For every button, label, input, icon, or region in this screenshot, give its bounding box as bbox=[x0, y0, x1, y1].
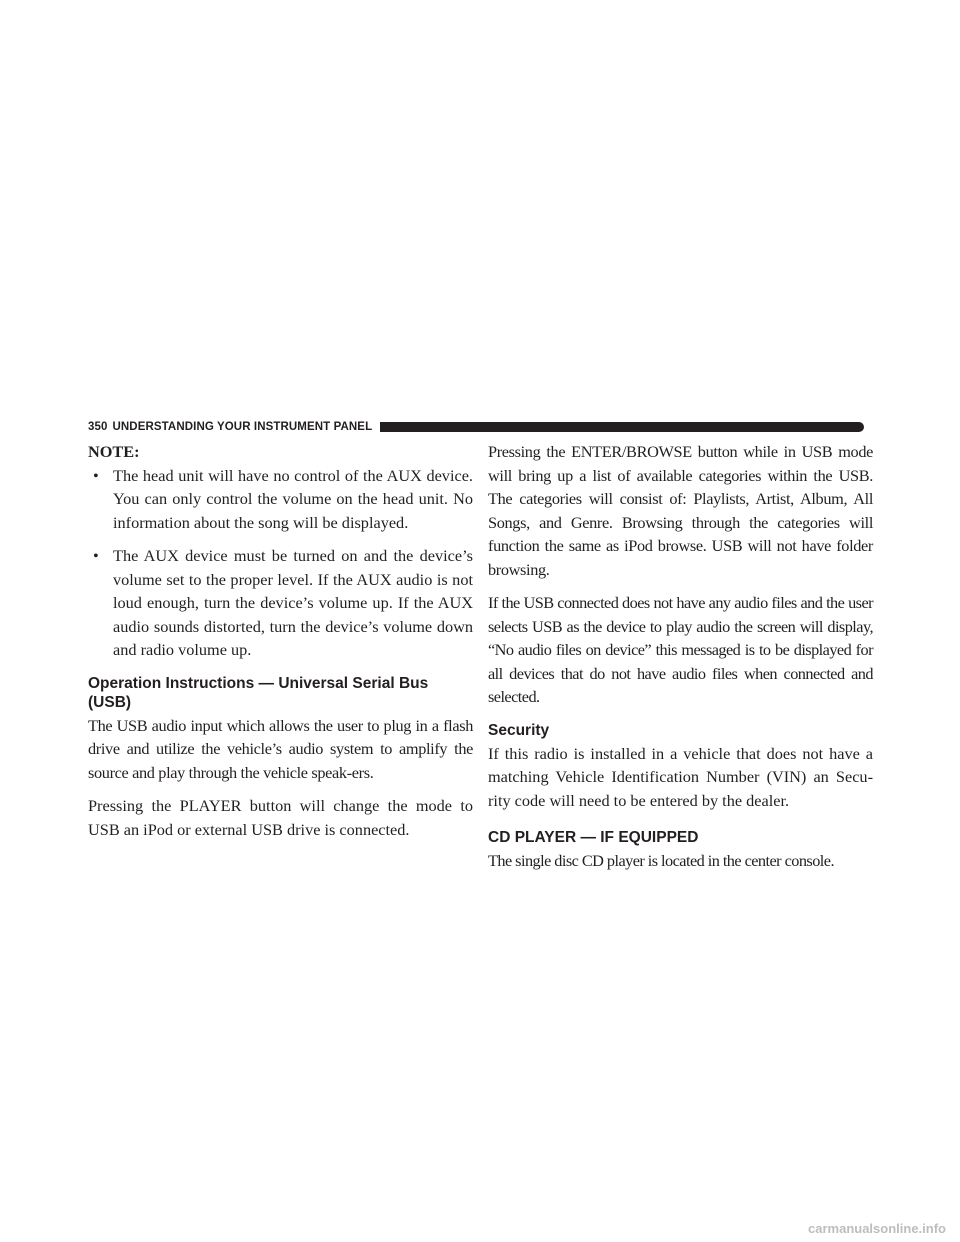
no-audio-paragraph: If the USB connected does not have any audio files and the user selects USB as the device to play audio the screen will display, “No audio files on device” this messaged is to be displayed for all devices that do not have audio files when connected and selected. bbox=[488, 593, 873, 706]
page-number: 350 bbox=[88, 421, 108, 433]
note-bullet-list bbox=[88, 464, 473, 662]
bullet-icon: • bbox=[93, 465, 99, 485]
cd-player-heading: CD PLAYER — IF EQUIPPED bbox=[488, 829, 699, 846]
header-rule bbox=[380, 422, 864, 432]
page-header bbox=[88, 418, 864, 436]
list-item bbox=[88, 544, 473, 662]
bullet-text: The AUX device must be turned on and the device’s volume set to the proper level. If the AUX audio is not loud enough, turn the device’s volume up. If the AUX audio sounds distorted, turn the device’s volume down and radio volume up. bbox=[113, 546, 473, 659]
bullet-text: The head unit will have no control of the AUX device. You can only control the volume on the head unit. No information about the song will be displayed. bbox=[113, 465, 473, 532]
browse-paragraph: Pressing the ENTER/BROWSE button while in USB mode will bring up a list of available categories within the USB. The categories will consist of: Playlists, Artist, Album, All Songs, and Genre. Browsing through the categories will function the same as iPod browse. USB will not have folder browsing. bbox=[488, 442, 873, 579]
list-item bbox=[88, 464, 473, 535]
bullet-icon: • bbox=[93, 546, 99, 565]
usb-paragraph: The USB audio input which allows the user to plug in a flash drive and utilize the vehicle’s audio system to amplify the source and play through the vehicle speak-ers. bbox=[88, 715, 473, 782]
security-paragraph: If this radio is installed in a vehicle that does not have a matching Vehicle Identification Number (VIN) an Secu-rity code will need to be entered by the dealer. bbox=[488, 743, 873, 810]
usb-heading: Operation Instructions — Universal Serial Bus (USB) bbox=[88, 674, 429, 711]
right-column bbox=[488, 440, 873, 883]
section-title: UNDERSTANDING YOUR INSTRUMENT PANEL bbox=[112, 421, 373, 433]
left-column bbox=[88, 440, 473, 851]
usb-paragraph: Pressing the PLAYER button will change the mode to USB an iPod or external USB drive is connected. bbox=[88, 796, 473, 839]
security-heading: Security bbox=[488, 721, 550, 739]
cd-player-paragraph: The single disc CD player is located in the center console. bbox=[488, 851, 834, 870]
note-label: NOTE: bbox=[88, 442, 140, 461]
watermark: carmanualsonline.info bbox=[808, 1221, 946, 1236]
